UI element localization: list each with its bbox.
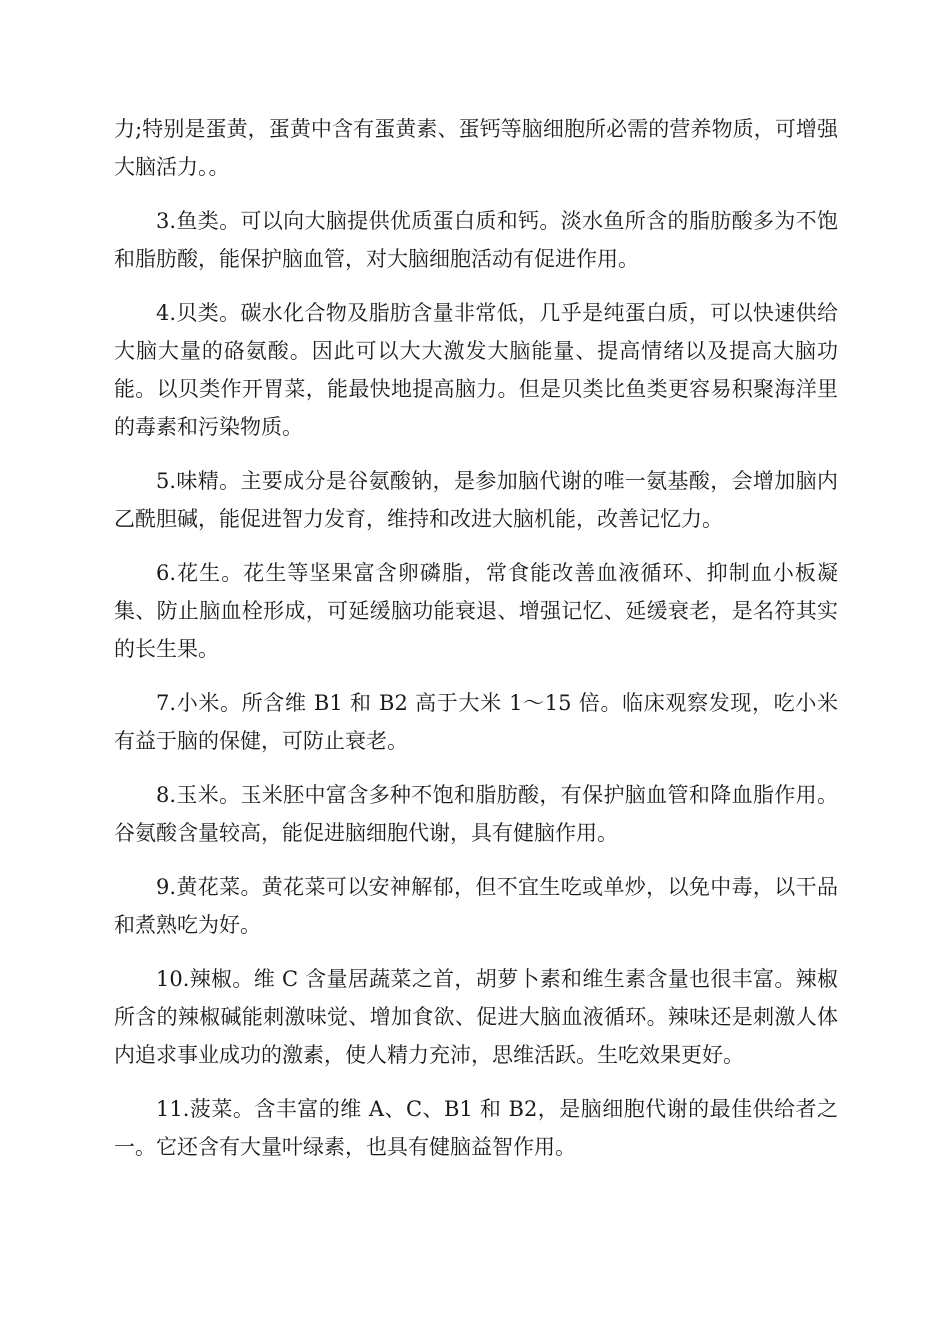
paragraph-egg-continuation: 力;特别是蛋黄，蛋黄中含有蛋黄素、蛋钙等脑细胞所必需的营养物质，可增强大脑活力。。 (114, 117, 838, 179)
paragraph-millet: 7.小米。所含维 B1 和 B2 高于大米 1～15 倍。临床观察发现，吃小米有益于脑的保健，可防止衰老。 (114, 691, 838, 753)
paragraph-daylily: 9.黄花菜。黄花菜可以安神解郁，但不宜生吃或单炒，以免中毒，以干品和煮熟吃为好。 (114, 875, 838, 937)
paragraph-peanut: 6.花生。花生等坚果富含卵磷脂，常食能改善血液循环、抑制血小板凝集、防止脑血栓形成，可延缓脑功能衰退、增强记忆、延缓衰老，是名符其实的长生果。 (114, 561, 838, 661)
paragraph-chili: 10.辣椒。维 C 含量居蔬菜之首，胡萝卜素和维生素含量也很丰富。辣椒所含的辣椒碱能刺激味觉、增加食欲、促进大脑血液循环。辣味还是刺激人体内追求事业成功的激素，使人精力充沛，思维活跃。生吃效果更好。 (114, 967, 838, 1067)
paragraph-spinach: 11.菠菜。含丰富的维 A、C、B1 和 B2，是脑细胞代谢的最佳供给者之一。它还含有大量叶绿素，也具有健脑益智作用。 (114, 1097, 838, 1159)
document-body (114, 110, 838, 1182)
paragraph-fish: 3.鱼类。可以向大脑提供优质蛋白质和钙。淡水鱼所含的脂肪酸多为不饱和脂肪酸，能保护脑血管，对大脑细胞活动有促进作用。 (114, 209, 838, 271)
paragraph-msg: 5.味精。主要成分是谷氨酸钠，是参加脑代谢的唯一氨基酸，会增加脑内乙酰胆碱，能促进智力发育，维持和改进大脑机能，改善记忆力。 (114, 469, 838, 531)
paragraph-corn: 8.玉米。玉米胚中富含多种不饱和脂肪酸，有保护脑血管和降血脂作用。谷氨酸含量较高，能促进脑细胞代谢，具有健脑作用。 (114, 783, 838, 845)
paragraph-shellfish: 4.贝类。碳水化合物及脂肪含量非常低，几乎是纯蛋白质，可以快速供给大脑大量的硌氨酸。因此可以大大激发大脑能量、提高情绪以及提高大脑功能。以贝类作开胃菜，能最快地提高脑力。但是贝类比鱼类更容易积聚海洋里的毒素和污染物质。 (114, 301, 838, 439)
